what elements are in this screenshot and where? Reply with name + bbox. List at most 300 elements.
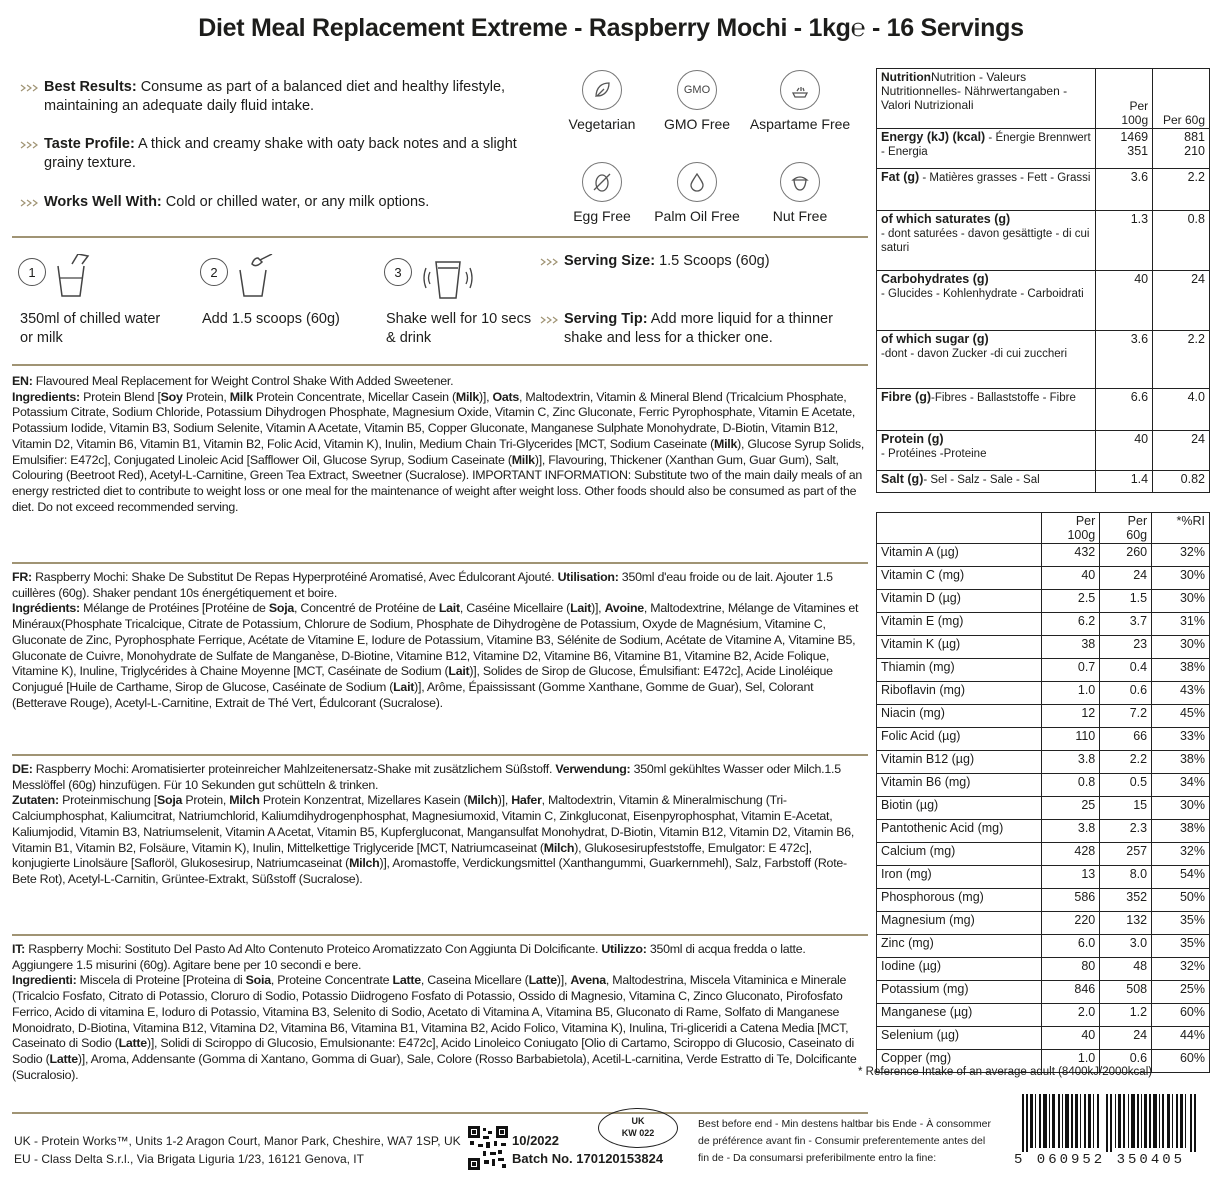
vitamin-name: Vitamin B6 (mg) [877,774,1042,797]
nutrient-sub: - Glucides - Kohlenhydrate - Carboidrati [881,288,1084,300]
vitamin-name: Iodine (µg) [877,958,1042,981]
nutrient-name [877,129,1096,169]
nutrition-row [877,431,1210,471]
value-kcal: 210 [1184,144,1205,158]
address-uk: UK - Protein Works™, Units 1-2 Aragon Court, Manor Park, Cheshire, WA7 1SP, UK [14,1134,461,1148]
allergen: Soia [245,973,271,988]
intro: Raspberry Mochi: Sostituto Del Pasto Ad Alto Contenuto Proteico Aromatizzato Con Aggiunta Di Dolcificante. [28,942,599,956]
step-text: Add 1.5 scoops (60g) [202,311,340,327]
value-60g: 0.82 [1153,471,1210,493]
vitamin-row [877,889,1210,912]
badge-label: Nut Free [772,208,828,224]
vitamin-row [877,636,1210,659]
nutrition-header-row [877,69,1210,129]
nutrient-label: Fat (g) [881,170,920,184]
info-text: Consume as part of a balanced diet and healthy lifestyle, maintaining an adequate daily fluid intake. [44,79,506,114]
nutrient-sub: -dont - davon Zucker -di cui zuccheri [881,348,1067,360]
value-ri: 30% [1152,797,1210,820]
value-100g: 3.6 [1096,169,1153,211]
value-100g: 40 [1096,431,1153,471]
value-ri: 38% [1152,751,1210,774]
vitamin-name: Calcium (mg) [877,843,1042,866]
allergen: Latte [49,1051,78,1066]
serving-size [540,252,868,271]
vitamin-name: Niacin (mg) [877,705,1042,728]
allergen: Milch [349,856,380,871]
value-ri: 30% [1152,567,1210,590]
value-60g: 3.0 [1100,935,1152,958]
nutrient-label: Carbohydrates (g) [881,272,989,286]
page-title: Diet Meal Replacement Extreme - Raspberry Mochi - 1kg℮ - 16 Servings [198,14,1024,42]
vitamin-row [877,567,1210,590]
nutrient-name [877,331,1096,389]
value-100g: 1.0 [1042,682,1100,705]
value-60g: 8.0 [1100,866,1152,889]
text: )], Flavouring, Thickener (Xanthan Gum, Guar Gum), Salt, Colouring (Beetroot Red), Acetyl-L-Carnitine, Green Tea Extract, Sweetner (Sucralose). IMPORTANT INFORMATION: Substitute two of the main daily meals of an energy restricted diet to contribute to weight loss or one meal for the maintenance of weight after weight loss. Other foods should also be consumed as part of the diet. Do not exceed recommended serving. [12,452,863,514]
nut-icon [780,162,820,202]
expiry-date: 10/2022 [512,1133,559,1148]
value-100g: 1.0 [1042,1050,1100,1073]
vitamin-row [877,958,1210,981]
info-best-results [20,78,520,116]
best-before-text: Best before end - Min destens haltbar bis Ende - À consommer de préférence avant fin - Consumir preferentemente antes del fin de - Da consumarsi preferibilmente entro la fine: [698,1118,991,1164]
text: )], Solidi di Sciroppo di Glucosio, Emulsionante: E472c], Acido Linoleico Coniugato [Olio di Cartamo, Sciroppo di Glucosio, Caseinato di Sodio ( [12,1036,855,1066]
step-number: 1 [18,258,46,286]
value-kj: 1469 [1120,130,1149,144]
value-ri: 38% [1152,820,1210,843]
value-ri: 34% [1152,774,1210,797]
allergen: Milch [229,793,260,808]
vitamin-name: Folic Acid (µg) [877,728,1042,751]
value-100g: 846 [1042,981,1100,1004]
value-100g: 80 [1042,958,1100,981]
vitamin-header-blank [877,513,1042,544]
badge-label: Egg Free [573,208,631,224]
value-100g: 12 [1042,705,1100,728]
value-60g: 2.2 [1100,751,1152,774]
badge-gmo-free [637,70,757,132]
text: Mélange de Protéines [Protéine de [83,601,269,616]
value-60g: 0.6 [1100,682,1152,705]
col-per-100g: Per 100g [1096,69,1153,129]
value-60g: 48 [1100,958,1152,981]
value-100g: 3.8 [1042,820,1100,843]
text: , Caseina Micellare ( [420,973,529,988]
dots-icon [20,78,44,97]
allergen: Oats [492,389,520,404]
text: Protein Konzentrat, Mizellares Kasein ( [259,793,468,808]
nutrition-row [877,211,1210,271]
vitamin-name: Manganese (µg) [877,1004,1042,1027]
value-60g: 257 [1100,843,1152,866]
nutrient-name [877,169,1096,211]
value-60g: 2.3 [1100,820,1152,843]
badge-aspartame-free [740,70,860,132]
gmo-icon: GMO [677,70,717,110]
nutrient-sub: -Fibres - Ballaststoffe - Fibre [931,392,1076,404]
info-label: Works Well With: [44,194,162,210]
vitamin-row [877,682,1210,705]
lang-code: FR: [12,570,32,584]
nutrient-sub: - Matières grasses - Fett - Grassi [919,172,1091,184]
dots-icon [540,310,564,329]
info-label: Taste Profile: [44,136,135,152]
nutrient-label: Energy (kJ) (kcal) [881,130,986,144]
lang-code: DE: [12,762,33,776]
allergen: Milk [229,389,253,404]
col-ri: *%RI [1152,513,1210,544]
vitamin-row [877,797,1210,820]
allergen: Milk [455,389,479,404]
nutrient-label: Salt (g) [881,472,924,486]
allergen: Latte [392,973,421,988]
badge-nut-free [740,162,860,224]
stamp-country: UK [631,1116,645,1126]
text: )], Aroma, Addensante (Gomma di Xantano, Gomma di Guar), Sale, Colore (Rosso Barbabietola), Acetil-L-carnitina, Verde Estratto di Te, Dolcificante (Sucralosio). [12,1051,857,1082]
nutrition-title: Nutrition [881,70,931,84]
nutrient-name [877,431,1096,471]
egg-icon [582,162,622,202]
vitamin-row [877,774,1210,797]
vitamin-row [877,912,1210,935]
value-100g: 40 [1042,1027,1100,1050]
nutrient-name [877,471,1096,493]
value-100g: 6.6 [1096,389,1153,431]
use-text: 350ml d'eau froide ou de lait. Ajouter 1.5 cuillères (60g). Shaker pendant 10s énergétiquement et boire. [12,570,833,600]
text: , Proteine Concentrate [270,973,393,988]
value-60g: 0.8 [1153,211,1210,271]
value-60g: 352 [1100,889,1152,912]
allergen: Soja [268,601,295,616]
value-100g: 3.8 [1042,751,1100,774]
allergen: Soja [157,793,183,808]
value-ri: 32% [1152,958,1210,981]
allergen: Lait [448,664,470,679]
value-60g: 2.2 [1153,331,1210,389]
vitamin-name: Phosphorous (mg) [877,889,1042,912]
ingredients-de [12,762,868,888]
value-100g: 2.0 [1042,1004,1100,1027]
text: Protein, [182,793,230,808]
info-label: Best Results: [44,79,137,95]
badge-label: GMO Free [663,116,731,132]
nutrient-label: Protein (g) [881,432,944,446]
nutrition-row [877,169,1210,211]
serving-size-text: 1.5 Scoops (60g) [659,253,770,269]
info-taste-profile [20,135,520,173]
badge-label: Aspartame Free [749,116,851,132]
value-100g: 110 [1042,728,1100,751]
value-60g: 0.4 [1100,659,1152,682]
vitamin-row [877,935,1210,958]
vitamin-name: Potassium (mg) [877,981,1042,1004]
text: , Maltodextrin, Vitamin & Mineralmischung (Tri-Calciumphosphat, Kaliumcitrat, Natriumchlorid, Kaliumdihydrogenphosphat, Magnesiumoxid, Vitamin C, Zinkgluconat, Eisenpyrophosphat, Vitamin E-Acetat, Kaliumjodid, Vitamin B3, Natriumselenit, Vitamin A Acetat, Vitamin B5, Kupfergluconat, Mangansulfat Monohydrat, D-Biotin, Vitamin B12, Vitamin D2, Vitamin B6, Vitamin B1, Vitamin B2, Folsäure, Vitamin K), Inulin, Mittelkettige Triglyceride [MCT, Natriumcaseinat ( [12,793,855,855]
health-mark-stamp [598,1108,678,1148]
vitamin-row [877,751,1210,774]
sweetener-icon [780,70,820,110]
text: )], [591,601,605,616]
vitamin-name: Pantothenic Acid (mg) [877,820,1042,843]
text: )], [497,793,512,808]
nutrition-header [877,69,1096,129]
vitamin-row [877,843,1210,866]
ingredients-label: Ingredienti: [12,973,77,988]
ingredients-it [12,942,868,1083]
ri-footnote: * Reference Intake of an average adult (8400kJ/2000kcal) [858,1066,1153,1078]
nutrient-sub: - Sel - Salz - Sale - Sal [923,474,1040,486]
nutrient-name [877,389,1096,431]
use-label: Utilisation: [557,570,619,584]
nutrient-sub: - Énergie Brennwert - Energia [881,132,1091,158]
allergen: Hafer [511,793,542,808]
vitamin-row [877,705,1210,728]
footer-address [14,1132,464,1168]
allergen: Milk [714,436,738,451]
lang-code: IT: [12,942,26,956]
info-text: A thick and creamy shake with oaty back notes and a slight grainy texture. [44,136,517,171]
value-ri: 25% [1152,981,1210,1004]
vitamin-name: Biotin (µg) [877,797,1042,820]
nutrient-label: Fibre (g) [881,390,931,404]
col-per-60g: Per 60g [1153,69,1210,129]
value-ri: 45% [1152,705,1210,728]
value-100g: 13 [1042,866,1100,889]
value-60g: 260 [1100,544,1152,567]
text: ), Glukosesirupfeststoffe, Emulgator: E 472c], konjugierte Linolsäure [Safloröl, Glukosesirup, Natriumcaseinat ( [12,840,812,871]
vitamin-name: Vitamin D (µg) [877,590,1042,613]
value-100g: 2.5 [1042,590,1100,613]
nutrient-sub: - Protéines -Proteine [881,448,987,460]
vitamin-row [877,820,1210,843]
nutrition-row [877,271,1210,331]
use-label: Verwendung: [555,762,631,776]
value-60g: 66 [1100,728,1152,751]
step-number: 2 [200,258,228,286]
ingredients-label: Ingrédients: [12,601,80,616]
value-100g: 220 [1042,912,1100,935]
dots-icon [540,252,564,271]
col-per-100g: Per 100g [1042,513,1100,544]
text: , Maltodextrine, Mélange de Vitamines et Minéraux(Phosphate Tricalcique, Citrate de Potassium, Chlorure de Sodium, Phosphate de Dihydrogène de Potassium, Oxyde de Magnésium, Vitamine C, Gluconate de Zinc, Pyrophosphate Ferrique, Acétate de Vitamine E, Iodure de Potassium, Vitamine B3, Sélénite de Sodium, Acétate de Vitamine A, Vitamine B5, Gluconate de Cuivre, Monohydrate de Sulfate de Manganèse, D-Biotine, Vitamine B12, Vitamine D2, Vitamine B6, Vitamine B1, Vitamine B2, Acide Folique, Vitamine K), Inuline, Triglycérides à Chaine Moyenne [MCT, Caséinate de Sodium ( [12,601,859,679]
text: )], [479,389,493,404]
text: Proteinmischung [ [62,793,158,808]
value-ri: 60% [1152,1050,1210,1073]
vitamin-name: Vitamin A (µg) [877,544,1042,567]
serving-tip-label: Serving Tip: [564,311,648,327]
value-60g: 23 [1100,636,1152,659]
use-text: 350ml di acqua fredda o latte. Aggiungere 1.5 misurini (60g). Agitare bene per 10 secondi e bere. [12,942,806,972]
value-ri: 38% [1152,659,1210,682]
intro: Raspberry Mochi: Aromatisierter proteinreicher Mahlzeitenersatz-Shake mit zusätzlichem Süßstoff. [35,762,553,776]
intro: Flavoured Meal Replacement for Weight Control Shake With Added Sweetener. [35,374,454,388]
value-100g: 1.3 [1096,211,1153,271]
allergen: Soy [160,389,183,404]
value-ri: 33% [1152,728,1210,751]
value-100g: 40 [1096,271,1153,331]
value-60g: 1.2 [1100,1004,1152,1027]
step-text: Shake well for 10 secs & drink [386,311,532,346]
value-ri: 50% [1152,889,1210,912]
text: )], Arôme, Épaississant (Gomme Xanthane, Gomme de Guar), Sel, Colorant (Betterave Rouge), Acetyl-L-Carnitine, Extrait de Thé Vert, Édulcorant (Sucralose). [12,679,814,710]
info-text: Cold or chilled water, or any milk options. [165,194,430,210]
leaf-icon [582,70,622,110]
value-100g: 38 [1042,636,1100,659]
vitamin-name: Zinc (mg) [877,935,1042,958]
nutrition-header-text: Nutrition - Valeurs Nutritionnelles- Nährwertangaben - Valori Nutrizionali [881,70,1068,112]
barcode-bars [1012,1094,1212,1156]
nutrition-row [877,331,1210,389]
vitamin-table [876,512,1210,1073]
value-100g: 6.2 [1042,613,1100,636]
batch-number: Batch No. 170120153824 [512,1151,664,1166]
divider [12,1112,868,1114]
nutrition-row [877,471,1210,493]
nutrient-label: of which sugar (g) [881,332,989,346]
barcode-number: 5 060952 350405 [1012,1152,1212,1168]
vitamin-name: Vitamin C (mg) [877,567,1042,590]
vitamin-row [877,613,1210,636]
vitamin-row [877,659,1210,682]
value-ri: 30% [1152,636,1210,659]
nutrient-name [877,271,1096,331]
value-ri: 30% [1152,590,1210,613]
value-60g: 1.5 [1100,590,1152,613]
stamp-code: KW 022 [621,1128,655,1138]
value-60g: 24 [1153,271,1210,331]
value-60g: 0.6 [1100,1050,1152,1073]
value-kj: 881 [1184,130,1205,144]
text: Protein Concentrate, Micellar Casein ( [252,389,456,404]
vitamin-row [877,1004,1210,1027]
vitamin-name: Selenium (µg) [877,1027,1042,1050]
value-60g: 7.2 [1100,705,1152,728]
value-100g: 3.6 [1096,331,1153,389]
barcode [1012,1094,1212,1168]
value-100g: 1.4 [1096,471,1153,493]
nutrition-row [877,389,1210,431]
text: Miscela di Proteine [Proteina di [79,973,246,988]
value-100g: 40 [1042,567,1100,590]
value-ri: 35% [1152,912,1210,935]
divider [12,364,868,366]
badge-label: Palm Oil Free [654,208,740,224]
text: )], [556,973,571,988]
ingredients-fr [12,570,868,711]
value-ri: 54% [1152,866,1210,889]
shaker-icon [420,254,476,308]
text: ), Glucose Syrup Solids, Emulsifier: E472c], Conjugated Linoleic Acid [Safflower Oil, Glucose Syrup, Sodium Caseinate ( [12,436,865,467]
vitamin-name: Copper (mg) [877,1050,1042,1073]
serving-size-label: Serving Size: [564,253,656,269]
allergen: Avoine [604,601,644,616]
use-text: 350ml gekühltes Wasser oder Milch.1.5 Messlöffel (60g) hinzufügen. Für 10 Sekunden gut schütteln & trinken. [12,762,841,792]
value-ri: 43% [1152,682,1210,705]
address-eu: EU - Class Delta S.r.l., Via Brigata Liguria 1/23, 16121 Genova, IT [14,1152,364,1166]
text: , Concentré de Protéine de [294,601,439,616]
nutrient-name [877,211,1096,271]
vitamin-row [877,728,1210,751]
text: Protein Blend [ [83,389,161,404]
value-100g: 428 [1042,843,1100,866]
value-60g: 3.7 [1100,613,1152,636]
value-ri: 32% [1152,544,1210,567]
value-100g [1096,129,1153,169]
divider [12,934,868,936]
text: )], Solides de Sirop de Glucose, Émulsifiant: E472c], Acide Linoléique Conjugué [Huile de Carthame, Sirop de Glucose, Caséinate de Sodium ( [12,664,833,694]
divider [12,236,868,238]
vitamin-name: Thiamin (mg) [877,659,1042,682]
nutrient-label: of which saturates (g) [881,212,1011,226]
vitamin-name: Vitamin E (mg) [877,613,1042,636]
allergen: Latte [118,1036,147,1051]
allergen: Lait [438,601,460,616]
value-100g: 0.8 [1042,774,1100,797]
vitamin-name: Riboflavin (mg) [877,682,1042,705]
ingredients-label: Ingredients: [12,389,80,404]
text: , Maltodestrina, Miscela Vitaminica e Minerale (Tricalcio Fosfato, Citrato di Potassio, Cloruro di Sodio, Potassio Diidrogeno Fosfato di Potassio, Ossido di Magnesio, Vitamina C, Zinco Gluconato, Pirofosfato Ferrico, Acido di vitamina E, Ioduro di Potassio, Vitamina B3, Selenito di Sodio, Acetato di Vitamina A, Vitamina B5, Gluconato di Rame, Solfato di Manganese Monoidrato, D-Biotina, Vitamina B12, Vitamina D2, Vitamina B6, Vitamina B1, Vitamina B2, Acido Folico, Vitamina K), Inulina, Tri-gliceridi a Catena Media [MCT, Caseinato di Sodio ( [12,973,849,1051]
vitamin-name: Magnesium (mg) [877,912,1042,935]
serving-tip-text: Add more liquid for a thinner shake and less for a thicker one. [564,311,833,346]
value-60g: 15 [1100,797,1152,820]
value-60g: 24 [1100,1027,1152,1050]
drop-icon [677,162,717,202]
badge-label: Vegetarian [568,116,636,132]
vitamin-name: Vitamin K (µg) [877,636,1042,659]
value-60g: 132 [1100,912,1152,935]
divider [12,754,868,756]
nutrition-row [877,129,1210,169]
lang-code: EN: [12,374,33,388]
allergen: Lait [393,679,415,694]
text: , Caséine Micellaire ( [459,601,571,616]
value-60g: 24 [1153,431,1210,471]
badge-palm-oil-free [637,162,757,224]
info-works-well [20,193,520,212]
allergen: Latte [528,973,557,988]
text: )], Aromastoffe, Verdickungsmittel (Xanthangummi, Guarkernmehl), Salz, Farbstoff (Rote-Bete Rot), Acetyl-L-Carnitin, Grüntee-Extrakt, Süßstoff (Sucralose). [12,856,847,886]
nutrient-sub: - dont saturées - davon gesättigte - di cui saturi [881,228,1090,254]
value-ri: 32% [1152,843,1210,866]
allergen: Milch [467,793,498,808]
value-100g: 586 [1042,889,1100,912]
value-ri: 44% [1152,1027,1210,1050]
intro: Raspberry Mochi: Shake De Substitut De Repas Hyperprotéiné Aromatisé, Avec Édulcorant Ajouté. [35,570,555,584]
text: , Maltodextrin, Vitamin & Mineral Blend (Tricalcium Phosphate, Potassium Citrate, Sodium Chloride, Potassium Dihydrogen Phosphate, Magnesium Oxide, Vitamin C, Zinc Gluconate, Ferric Pyrophosphate, Vitamin E Acetate, Potassium Iodide, Vitamin B3, Sodium Selenite, Vitamin A Acetate, Vitamin B5, Copper Gluconate, Manganese Sulphate Monohydrate, D-Biotin, Vitamin B12, Vitamin D2, Vitamin B6, Vitamin B1, Vitamin B2, Folic Acid, Vitamin K), Inulin, Medium Chain Tri-Glycerides [MCT, Sodium Caseinate ( [12,389,856,451]
value-60g [1153,129,1210,169]
allergen: Lait [570,601,592,616]
allergen: Milch [543,840,575,855]
value-60g: 0.5 [1100,774,1152,797]
vitamin-name: Vitamin B12 (µg) [877,751,1042,774]
vitamin-row [877,981,1210,1004]
value-60g: 2.2 [1153,169,1210,211]
value-100g: 432 [1042,544,1100,567]
vitamin-row [877,590,1210,613]
qr-code [468,1126,508,1170]
value-100g: 6.0 [1042,935,1100,958]
divider [12,562,868,564]
value-60g: 508 [1100,981,1152,1004]
text: Protein, [182,389,230,404]
value-kcal: 351 [1127,144,1149,158]
vitamin-row [877,544,1210,567]
allergen: Milk [511,452,535,467]
step-text: 350ml of chilled water or milk [20,311,161,346]
value-100g: 25 [1042,797,1100,820]
scoop-icon [236,254,276,304]
value-60g: 4.0 [1153,389,1210,431]
value-ri: 60% [1152,1004,1210,1027]
